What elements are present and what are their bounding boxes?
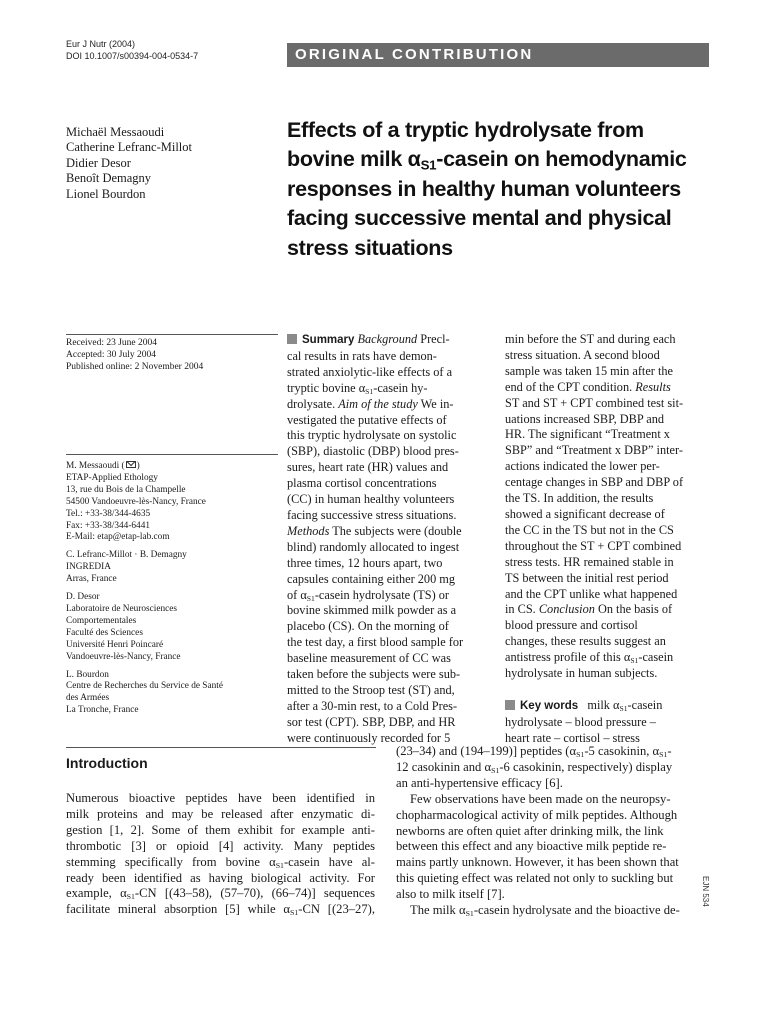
square-bullet-icon xyxy=(287,334,297,344)
title-line: Effects of a tryptic hydrolysate from xyxy=(287,118,644,142)
author-name: Didier Desor xyxy=(66,155,131,170)
article-title xyxy=(287,116,707,263)
margin-code: EJN 534 xyxy=(701,876,710,907)
title-line: responses in healthy human volunteers xyxy=(287,176,681,201)
affiliation-block: D. Desor Laboratoire de Neurosciences Comportementales Faculté des Sciences Université Henri Poincaré Vandoeuvre-lès-Nancy, France xyxy=(66,592,181,662)
keywords-label: Key words xyxy=(520,699,579,712)
title-line: facing successive mental and physical xyxy=(287,206,672,231)
affiliation-block: M. Messaoudi ( ) ETAP-Applied Ethology 13, rue du Bois de la Champelle 54500 Vandoeuvre-lès-Nancy, France Tel.: +33-38/344-4635 Fax: +33-38/344-6441 E-Mail: etap@etap-lab.com xyxy=(66,461,271,544)
summary-label: Summary xyxy=(302,334,355,346)
author-name: Lionel Bourdon xyxy=(66,186,146,201)
dates-top-rule xyxy=(66,334,278,335)
published-date: Published online: 2 November 2004 xyxy=(66,362,204,372)
affiliation-block: L. Bourdon Centre de Recherches du Service de Santé des Armées La Tronche, France xyxy=(66,669,223,716)
summary-column-2: min before the ST and during each stress situation. A second blood sample was taken 15 min after the end of the CPT condition. Results ST and ST + CPT combined test sit- uations increased SBP, DBP and HR. The significant “Treatment x SBP” and “Treatment x DBP” inter- actions indicated the lower per- centage changes in SBP and DBP of the TS. In addition, the results showed a significant decrease of the CC in the TS but not in the CS throughout the ST + CPT combined stress tests. HR remained stable in TS between the initial rest period and the CPT unlike what happened in CS. Conclusion On the basis of blood pressure and cortisol changes, these results suggest an antistress profile of this $\alpha_{S1}$-casein hydrolysate in human subjects. Key words milk $\alpha_{S1}$-casein hydrolysate – blood pressure – heart rate – cortisol – stress xyxy=(505,332,710,747)
introduction-heading: Introduction xyxy=(66,755,148,771)
journal-name: Eur J Nutr (2004) xyxy=(66,39,136,49)
summary-column-1: Summary Background Precl- cal results in rats have demon- strated anxiolytic-like effects of a tryptic bovine $\alpha_{S1}$-casein hy- drolysate. Aim of the study We in- vestigated the putative effects of this tryptic hydrolysate on systolic (SBP), diastolic (DBP) blood pres- sures, heart rate (HR) values and plasma cortisol concentrations (CC) in human healthy volunteers facing successive stress situations. Methods The subjects were (double blind) randomly allocated to ingest three times, 12 hours apart, two capsules containing either 200 mg of $\alpha_{S1}$-casein hydrolysate (TS) or bovine skimmed milk powder as a placebo (CS). On the morning of the test day, a first blood sample for baseline measurement of CC was taken before the subjects were sub- mitted to the Stroop test (ST) and, after a 30-min rest, to a Cold Pres- sor test (CPT). SBP, DBP, and HR were continuously recorded for 5 xyxy=(287,332,464,745)
article-type-banner: ORIGINAL CONTRIBUTION xyxy=(287,43,709,67)
email-address: E-Mail: etap@etap-lab.com xyxy=(66,532,170,543)
accepted-date: Accepted: 30 July 2004 xyxy=(66,350,156,360)
affiliation-top-rule xyxy=(66,454,278,455)
affiliation-block: C. Lefranc-Millot · B. Demagny INGREDIA Arras, France xyxy=(66,550,187,585)
introduction-left-column: Numerous bioactive peptides have been identified in milk proteins and may be released after enzymatic di- gestion [1, 2]. Some of them exhibit for example anti- thrombotic [3] or opioid [4] activity. Many peptides stemming specifically from bovine $\alpha_{S1}$-casein have al- ready been identified as having biological activity. For example, $\alpha_{S1}-CN$ [(43–58), (57–70), (66–74)] sequences facilitate mineral absorption [5] while $\alpha_{S1}-CN$ [(23–27), xyxy=(66,791,375,918)
journal-citation xyxy=(66,38,198,62)
publication-dates xyxy=(66,337,203,373)
author-name: Michaël Messaoudi xyxy=(66,125,165,139)
affiliations xyxy=(66,461,271,723)
journal-doi: DOI 10.1007/s00394-004-0534-7 xyxy=(66,51,199,61)
author-list xyxy=(66,125,192,202)
title-line: bovine milk $\alpha_{S1}$-casein on hemodynamic xyxy=(287,147,687,173)
square-bullet-icon xyxy=(505,700,515,710)
title-line: stress situations xyxy=(287,235,453,260)
introduction-rule xyxy=(66,747,376,748)
envelope-icon xyxy=(126,461,136,468)
keywords-line: Key words milk $\alpha_{S1}$-casein xyxy=(505,698,710,715)
corresponding-author: M. Messaoudi ( ) xyxy=(66,461,140,471)
introduction-right-column: (23–34) and (194–199)] peptides ($\alpha_{S1}-5$ casokinin, $\alpha_{S1}-$ 12 casokinin and $\alpha_{S1}-6$ casokinin, respectively) display an anti-hypertensive efficacy [6]. Few observations have been made on the neuropsy- chopharmacological activity of milk peptides. Although newborns are often quiet after drinking milk, the link between this effect and any bioactive milk peptide re- mains partly unknown. However, it has been shown that this quieting effect was related not only to suckling but also to milk itself [7]. The milk $\alpha_{S1}$-casein hydrolysate and the bioactive de- xyxy=(396,744,680,918)
author-name: Benoît Demagny xyxy=(66,171,152,186)
author-name: Catherine Lefranc-Millot xyxy=(66,140,192,155)
received-date: Received: 23 June 2004 xyxy=(66,338,158,348)
